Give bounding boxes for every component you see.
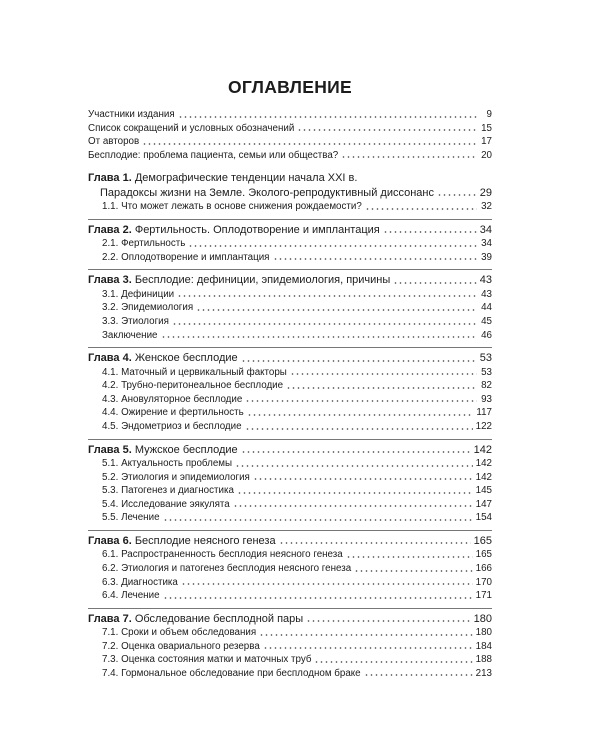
chapter-1-block [88, 168, 492, 213]
toc-entry-page: 9 [486, 109, 492, 120]
dot-leader [290, 371, 477, 377]
section-number: 4.1. [102, 366, 119, 378]
section-entry[interactable] [88, 406, 492, 420]
section-entry[interactable] [88, 420, 492, 434]
section-number: 5.3. [102, 485, 119, 497]
section-number: 6.3. [102, 576, 119, 588]
section-title: Оценка состояния матки и маточных труб [121, 654, 312, 666]
section-page: 43 [481, 288, 492, 300]
section-page: 180 [475, 627, 492, 639]
section-entry[interactable] [88, 589, 492, 603]
section-page: 213 [475, 667, 492, 679]
chapter-label: Глава 6. [88, 534, 132, 547]
section-entry[interactable] [88, 366, 492, 380]
dot-leader [181, 581, 473, 587]
section-number: 4.2. [102, 380, 119, 392]
toc-entry[interactable] [88, 149, 492, 163]
chapter-2-block [88, 219, 492, 265]
section-page: 142 [475, 471, 492, 483]
dot-leader [241, 449, 471, 455]
section-entry[interactable] [88, 653, 492, 667]
section-number: 6.1. [102, 549, 119, 561]
chapter-7-heading[interactable] [88, 612, 492, 626]
chapter-page: 165 [473, 534, 492, 547]
section-page: 147 [475, 498, 492, 510]
dot-leader [172, 321, 477, 327]
section-title: Оценка овариального резерва [121, 640, 260, 652]
section-page: 166 [475, 562, 492, 574]
chapter-title: Женское бесплодие [134, 352, 238, 365]
section-entry[interactable] [88, 626, 492, 640]
section-number: 5.5. [102, 512, 119, 524]
chapter-title: Фертильность. Оплодотворение и имплантация [134, 223, 380, 236]
chapter-4-heading[interactable] [88, 351, 492, 365]
section-number: 5.2. [102, 471, 119, 483]
dot-leader [297, 127, 477, 133]
section-entry[interactable] [88, 379, 492, 393]
dot-leader [365, 206, 477, 212]
dot-leader [163, 517, 473, 523]
section-title: Этиология и эпидемиология [121, 471, 250, 483]
section-number: 2.2. [102, 251, 119, 263]
section-title: Исследование эякулята [121, 498, 230, 510]
dot-leader [273, 256, 478, 262]
section-page: 142 [475, 457, 492, 469]
chapter-5-block [88, 439, 492, 525]
section-page: 53 [481, 366, 492, 378]
chapter-title: Мужское бесплодие [134, 443, 238, 456]
section-number: 5.1. [102, 457, 119, 469]
section-entry[interactable] [88, 251, 492, 265]
section-entry[interactable] [88, 393, 492, 407]
section-number: 3.1. [102, 288, 119, 300]
section-entry[interactable] [88, 511, 492, 525]
section-page: 145 [475, 485, 492, 497]
section-page: 188 [475, 654, 492, 666]
dot-leader [177, 293, 477, 299]
dot-leader [245, 398, 477, 404]
section-title: Что может лежать в основе снижения рождаемости? [121, 201, 362, 213]
dot-leader [341, 154, 477, 160]
toc-entry-page: 15 [481, 122, 492, 134]
dot-leader [393, 280, 476, 286]
dot-leader [233, 503, 473, 509]
section-number: 4.4. [102, 407, 119, 419]
section-page: 122 [475, 420, 492, 432]
chapter-title: Демографические тенденции начала XXI в. [134, 172, 358, 185]
chapter-title-cont: Парадоксы жизни на Земле. Эколого-репродуктивный диссонанс [100, 186, 434, 199]
toc-entry[interactable] [88, 108, 492, 122]
section-page: 44 [481, 302, 492, 314]
dot-leader [314, 659, 472, 665]
dot-leader [235, 463, 473, 469]
section-number: 5.4. [102, 498, 119, 510]
section-number: 2.1. [102, 238, 119, 250]
dot-leader [383, 229, 477, 235]
section-title: Сроки и объем обследования [121, 627, 257, 639]
dot-leader [437, 192, 477, 198]
section-title: Лечение [121, 512, 160, 524]
section-entry[interactable] [88, 576, 492, 590]
page-title: ОГЛАВЛЕНИЕ [227, 77, 353, 97]
section-page: 82 [481, 380, 492, 392]
toc-entry-text: Бесплодие: проблема пациента, семьи или общества? [88, 149, 339, 161]
section-entry[interactable] [88, 484, 492, 498]
chapter-title: Обследование бесплодной пары [134, 612, 304, 625]
section-entry[interactable] [88, 200, 492, 214]
chapter-page: 34 [479, 223, 492, 236]
section-title: Распространенность бесплодия неясного генеза [121, 549, 343, 561]
chapter-4-block [88, 347, 492, 433]
chapter-label: Глава 7. [88, 612, 132, 625]
section-number: 7.1. [102, 627, 119, 639]
section-number: 7.4. [102, 667, 119, 679]
section-number: 3.2. [102, 302, 119, 314]
section-title: Эпидемиология [121, 302, 194, 314]
chapter-1-heading[interactable] [88, 171, 492, 185]
section-entry[interactable] [88, 640, 492, 654]
chapter-2-heading[interactable] [88, 223, 492, 237]
section-number: 7.2. [102, 640, 119, 652]
dot-leader [286, 385, 477, 391]
toc-entry[interactable] [88, 135, 492, 149]
section-page: 93 [481, 393, 492, 405]
section-entry[interactable] [88, 237, 492, 251]
section-title: Ановуляторное бесплодие [121, 393, 243, 405]
dot-leader [237, 490, 473, 496]
section-entry[interactable] [88, 548, 492, 562]
section-page: 32 [481, 201, 492, 213]
section-entry[interactable] [88, 301, 492, 315]
section-title: Трубно-перитонеальное бесплодие [121, 380, 284, 392]
section-number: 1.1. [102, 201, 119, 213]
dot-leader [253, 476, 473, 482]
section-page: 45 [481, 315, 492, 327]
chapter-page: 142 [473, 443, 492, 456]
section-title: Фертильность [121, 238, 186, 250]
section-number: 6.2. [102, 562, 119, 574]
chapter-title: Бесплодие неясного генеза [134, 534, 276, 547]
section-page: 184 [475, 640, 492, 652]
section-page: 165 [475, 549, 492, 561]
chapter-label: Глава 5. [88, 443, 132, 456]
section-entry[interactable] [88, 498, 492, 512]
dot-leader [346, 554, 473, 560]
dot-leader [161, 334, 478, 340]
chapter-label: Глава 3. [88, 274, 132, 287]
chapter-6-heading[interactable] [88, 534, 492, 548]
chapter-title: Бесплодие: дефиниции, эпидемиология, причины [134, 274, 391, 287]
dot-leader [188, 243, 477, 249]
dot-leader [354, 568, 472, 574]
toc-entry-page: 17 [481, 136, 492, 148]
dot-leader [259, 632, 472, 638]
chapter-6-block [88, 530, 492, 603]
section-entry[interactable] [88, 562, 492, 576]
section-title: Заключение [102, 329, 158, 341]
dot-leader [178, 114, 477, 120]
section-title: Диагностика [121, 576, 178, 588]
section-number: 4.3. [102, 393, 119, 405]
dot-leader [279, 540, 471, 546]
section-number: 4.5. [102, 420, 119, 432]
chapter-label: Глава 4. [88, 352, 132, 365]
section-number: 3.3. [102, 315, 119, 327]
dot-leader [306, 618, 470, 624]
section-page: 170 [475, 576, 492, 588]
chapter-3-heading[interactable] [88, 273, 492, 287]
section-title: Эндометриоз и бесплодие [121, 420, 242, 432]
dot-leader [364, 672, 473, 678]
section-page: 154 [475, 512, 492, 524]
dot-leader [247, 412, 474, 418]
toc-entry[interactable] [88, 122, 492, 136]
section-title: Этиология и патогенез бесплодия неясного генеза [121, 562, 352, 574]
section-title: Ожирение и фертильность [121, 407, 244, 419]
chapter-page: 180 [473, 612, 492, 625]
section-page: 117 [476, 407, 492, 419]
section-entry[interactable] [88, 457, 492, 471]
section-entry[interactable] [88, 667, 492, 681]
chapter-7-block [88, 608, 492, 681]
chapter-page: 43 [479, 274, 492, 287]
chapter-3-block [88, 269, 492, 342]
chapter-label: Глава 1. [88, 172, 132, 185]
chapter-5-heading[interactable] [88, 443, 492, 457]
section-title: Патогенез и диагностика [121, 485, 234, 497]
section-page: 46 [481, 329, 492, 341]
toc-entry-page: 20 [481, 149, 492, 161]
section-number: 7.3. [102, 654, 119, 666]
dot-leader [245, 426, 473, 432]
section-page: 34 [481, 238, 492, 250]
chapter-label: Глава 2. [88, 223, 132, 236]
toc-page [88, 0, 492, 680]
section-page: 171 [475, 590, 492, 602]
section-title: Этиология [121, 315, 169, 327]
toc-entry-text: Список сокращений и условных обозначений [88, 122, 295, 134]
toc-entry-text: От авторов [88, 136, 140, 148]
section-entry[interactable] [88, 329, 492, 343]
section-title: Дефиниции [121, 288, 175, 300]
front-matter-list [88, 108, 492, 162]
section-title: Актуальность проблемы [121, 457, 233, 469]
section-number: 6.4. [102, 590, 119, 602]
chapter-page: 53 [479, 352, 492, 365]
dot-leader [196, 307, 477, 313]
section-title: Гормональное обследование при бесплодном браке [121, 667, 361, 679]
section-entry[interactable] [88, 471, 492, 485]
section-entry[interactable] [88, 315, 492, 329]
section-entry[interactable] [88, 288, 492, 302]
toc-entry-text: Участники издания [88, 109, 175, 120]
chapter-page: 29 [479, 186, 492, 199]
section-title: Лечение [121, 590, 160, 602]
section-title: Оплодотворение и имплантация [121, 251, 270, 263]
section-page: 39 [481, 251, 492, 263]
dot-leader [241, 358, 477, 364]
section-title: Маточный и цервикальный факторы [121, 366, 287, 378]
chapter-1-heading-cont[interactable] [88, 186, 492, 200]
dot-leader [163, 595, 473, 601]
dot-leader [263, 645, 473, 651]
dot-leader [142, 141, 477, 147]
